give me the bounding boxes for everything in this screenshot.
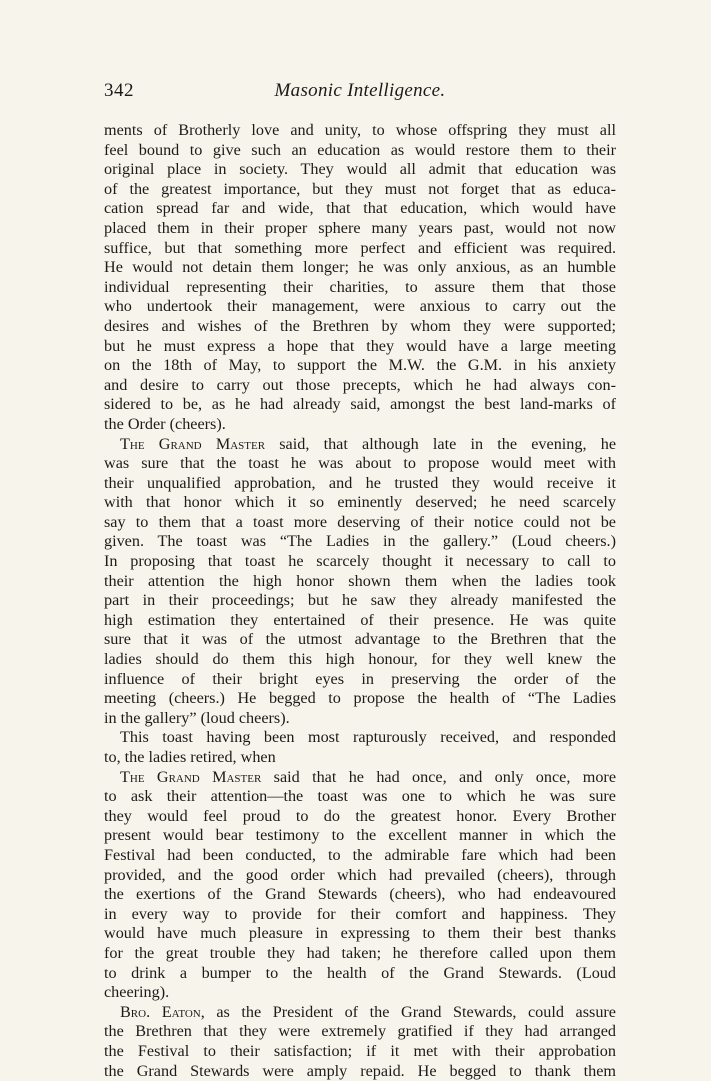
body-text	[104, 121, 616, 1081]
text-run: said, that although late in the evening, he	[265, 435, 616, 453]
text-line	[104, 1003, 616, 1023]
text-line: to drink a bumper to the health of the Grand Stewards. (Loud	[104, 964, 616, 984]
text-line: in the gallery” (loud cheers).	[104, 709, 616, 729]
text-line: was sure that the toast he was about to propose would meet with	[104, 454, 616, 474]
text-line: suffice, but that something more perfect and efficient was required.	[104, 239, 616, 259]
text-line: placed them in their proper sphere many years past, would not now	[104, 219, 616, 239]
text-line: of the greatest importance, but they must not forget that as educa-	[104, 180, 616, 200]
text-line: original place in society. They would all admit that education was	[104, 160, 616, 180]
text-line: In proposing that toast he scarcely thought it necessary to call to	[104, 552, 616, 572]
text-line	[104, 768, 616, 788]
text-line: would have much pleasure in expressing to them their best thanks	[104, 924, 616, 944]
speaker-name: Bro. Eaton	[120, 1003, 201, 1021]
running-head	[104, 80, 616, 106]
text-line: feel bound to give such an education as would restore them to their	[104, 141, 616, 161]
text-line: He would not detain them longer; he was only anxious, as an humble	[104, 258, 616, 278]
text-line: the Brethren that they were extremely gratified if they had arranged	[104, 1022, 616, 1042]
text-line: individual representing their charities, to assure them that those	[104, 278, 616, 298]
text-line: given. The toast was “The Ladies in the gallery.” (Loud cheers.)	[104, 532, 616, 552]
running-title: Masonic Intelligence.	[104, 80, 616, 102]
text-line: ladies should do them this high honour, for they well knew the	[104, 650, 616, 670]
text-line: but he must express a hope that they would have a large meeting	[104, 337, 616, 357]
text-line: with that honor which it so eminently deserved; he need scarcely	[104, 493, 616, 513]
text-line: meeting (cheers.) He begged to propose the health of “The Ladies	[104, 689, 616, 709]
text-line: who undertook their management, were anxious to carry out the	[104, 297, 616, 317]
text-line: cheering).	[104, 983, 616, 1003]
text-line: sidered to be, as he had already said, amongst the best land-marks of	[104, 395, 616, 415]
speaker-name: The Grand Master	[120, 435, 265, 453]
text-line: sure that it was of the utmost advantage to the Brethren that the	[104, 630, 616, 650]
text-line: their unqualified approbation, and he trusted they would receive it	[104, 474, 616, 494]
text-line: high estimation they entertained of their presence. He was quite	[104, 611, 616, 631]
text-run: , as the President of the Grand Stewards, could assure	[201, 1003, 616, 1021]
text-line: This toast having been most rapturously received, and responded	[104, 728, 616, 748]
text-line: Festival had been conducted, to the admirable fare which had been	[104, 846, 616, 866]
text-line	[104, 435, 616, 455]
text-line: provided, and the good order which had prevailed (cheers), through	[104, 866, 616, 886]
text-run: said that he had once, and only once, more	[261, 768, 616, 786]
text-line: cation spread far and wide, that that education, which would have	[104, 199, 616, 219]
text-line: to ask their attention—the toast was one to which he was sure	[104, 787, 616, 807]
text-line: say to them that a toast more deserving of their notice could not be	[104, 513, 616, 533]
text-line: the exertions of the Grand Stewards (cheers), who had endeavoured	[104, 885, 616, 905]
text-line: and desire to carry out those precepts, which he had always con-	[104, 376, 616, 396]
text-line: for the great trouble they had taken; he therefore called upon them	[104, 944, 616, 964]
text-line: influence of their bright eyes in preserving the order of the	[104, 670, 616, 690]
text-line: the Festival to their satisfaction; if it met with their approbation	[104, 1042, 616, 1062]
text-line: the Grand Stewards were amply repaid. He begged to thank them	[104, 1062, 616, 1081]
text-line: ments of Brotherly love and unity, to whose offspring they must all	[104, 121, 616, 141]
text-line: to, the ladies retired, when	[104, 748, 616, 768]
text-line: present would bear testimony to the excellent manner in which the	[104, 826, 616, 846]
text-line: they would feel proud to do the greatest honor. Every Brother	[104, 807, 616, 827]
speaker-name: The Grand Master	[120, 768, 261, 786]
text-line: part in their proceedings; but he saw they already manifested the	[104, 591, 616, 611]
text-line: in every way to provide for their comfort and happiness. They	[104, 905, 616, 925]
text-line: their attention the high honor shown them when the ladies took	[104, 572, 616, 592]
text-line: the Order (cheers).	[104, 415, 616, 435]
text-line: desires and wishes of the Brethren by whom they were supported;	[104, 317, 616, 337]
text-line: on the 18th of May, to support the M.W. the G.M. in his anxiety	[104, 356, 616, 376]
page-number: 342	[104, 80, 134, 102]
